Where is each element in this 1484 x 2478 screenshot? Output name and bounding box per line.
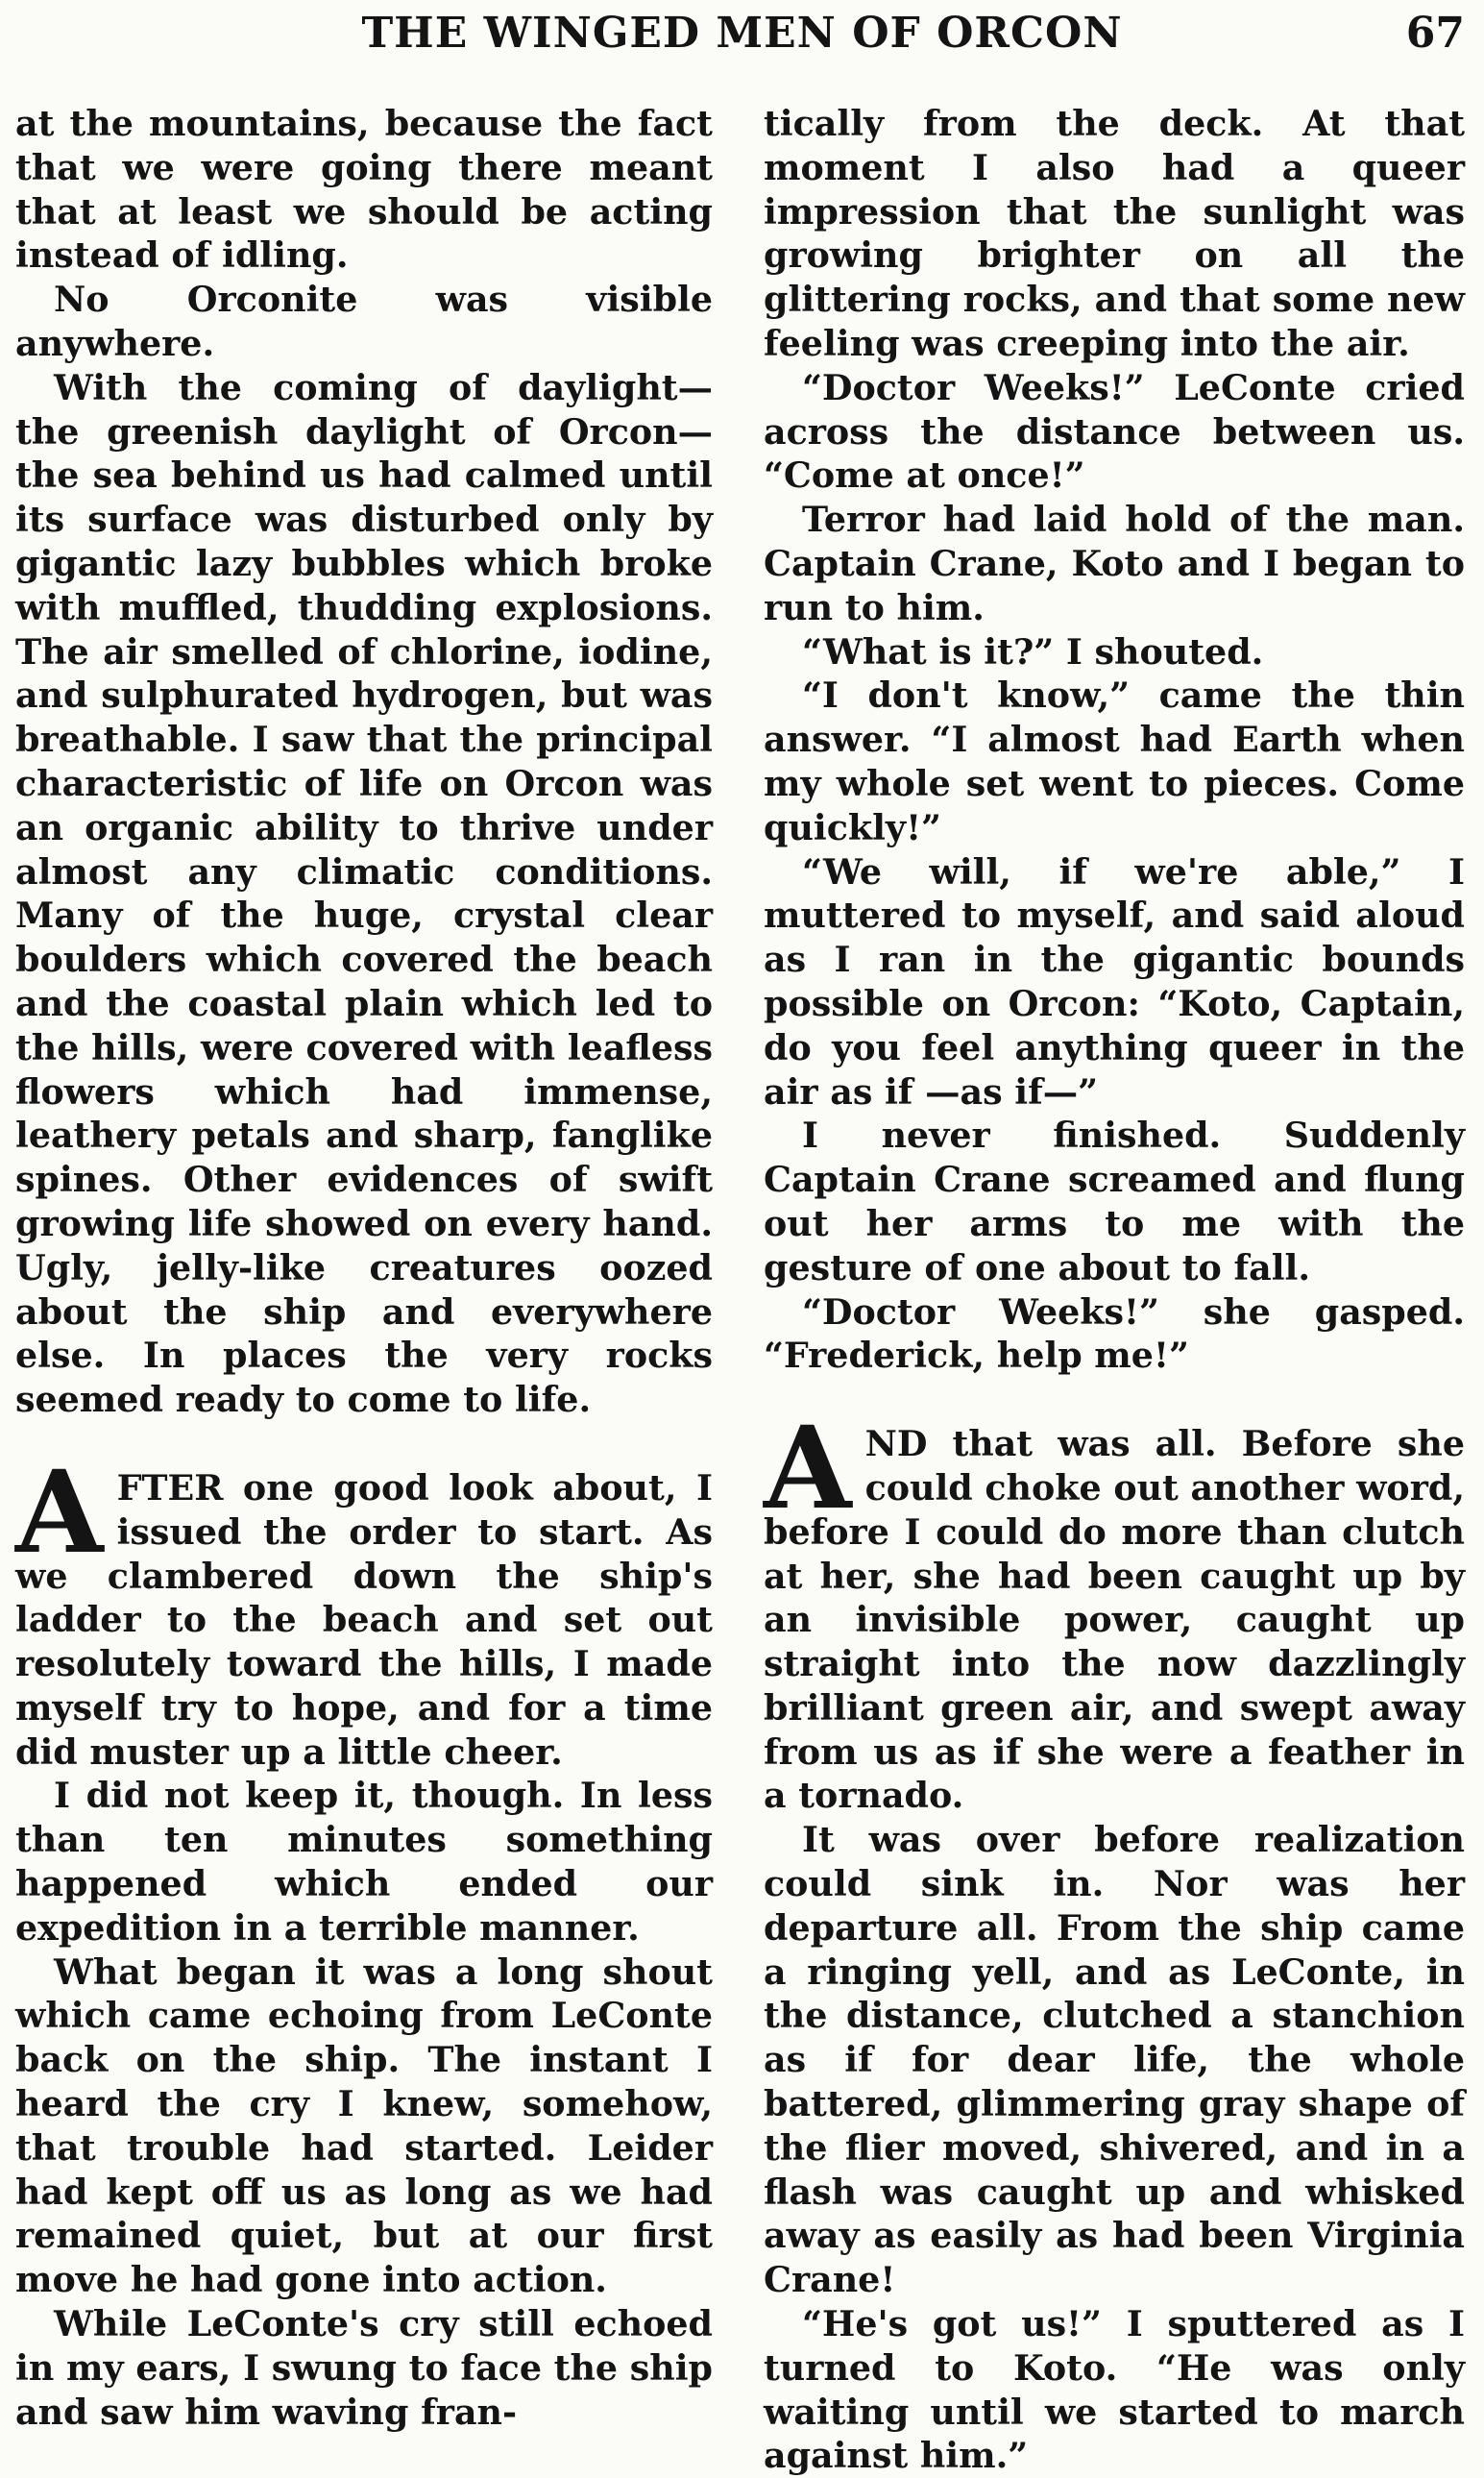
paragraph: It was over before realization could sink in. Nor was her departure all. From the ship came a ringing yell, and as LeConte, in the distance, clutched a stanchion as if for dear life, the whole battered, glimmering gray shape of the flier moved, shivered, and in a flash was caught up and whisked away as easily as had been Virginia Crane! <box>764 1819 1465 2301</box>
paragraph: Terror had laid hold of the man. Captain Crane, Koto and I began to run to him. <box>764 499 1465 628</box>
paragraph: “He's got us!” I sputtered as I turned to Koto. “He was only waiting until we started to march against him.” <box>764 2303 1465 2477</box>
paragraph: No Orconite was visible anywhere. <box>15 279 713 364</box>
paragraph: “What is it?” I shouted. <box>802 630 1264 673</box>
drop-cap: A <box>764 1401 852 1535</box>
right-column <box>764 102 1465 2478</box>
paragraph: “Doctor Weeks!” she gasped. “Frederick, help me!” <box>764 1290 1465 1377</box>
paragraph: I did not keep it, though. In less than ten minutes something happened which ended our expedition in a terrible manner. <box>15 1775 713 1949</box>
paragraph: “We will, if we're able,” I muttered to myself, and said aloud as I ran in the gigantic bounds possible on Orcon: “Koto, Captain, do you feel anything queer in the air as if —as if—” <box>764 850 1465 1113</box>
paragraph: “I don't know,” came the thin answer. “I almost had Earth when my whole set went to pieces. Come quickly!” <box>764 675 1465 848</box>
drop-cap: A <box>15 1444 104 1579</box>
paragraph: What began it was a long shout which came echoing from LeConte back on the ship. The instant I heard the cry I knew, somehow, that trouble had started. Leider had kept off us as long as we had remained quiet, but at our first move he had gone into action. <box>15 1951 713 2301</box>
page-title: THE WINGED MEN OF ORCON <box>361 9 1123 58</box>
paragraph: I never finished. Suddenly Captain Crane screamed and flung out her arms to me with the gesture of one about to fall. <box>764 1115 1465 1288</box>
paragraph-text: FTER one good look about, I issued the order to start. As we clambered down the ship's ladder to the beach and set out resolutely toward the hills, I made myself try to hope, and for a time did muster up a little cheer. <box>15 1466 713 1773</box>
page-number: 67 <box>1405 9 1465 58</box>
paragraph: at the mountains, because the fact that we were going there meant that at least we should be acting instead of idling. <box>15 103 713 277</box>
paragraph-with-drop-cap <box>764 1401 1465 1818</box>
left-column <box>15 102 713 2434</box>
paragraph-with-drop-cap <box>15 1444 713 1775</box>
paragraph: “Doctor Weeks!” LeConte cried across the distance between us. “Come at once!” <box>764 366 1465 497</box>
running-header <box>0 4 1484 63</box>
paragraph: With the coming of daylight— the greenish daylight of Orcon— the sea behind us had calmed until its surface was disturbed only by gigantic lazy bubbles which broke with muffled, thudding explosions. The air smelled of chlorine, iodine, and sulphurated hydrogen, but was breathable. I saw that the principal characteristic of life on Orcon was an organic ability to thrive under almost any climatic conditions. Many of the huge, crystal clear boulders which covered the beach and the coastal plain which led to the hills, were covered with leafless flowers which had immense, leathery petals and sharp, fanglike spines. Other evidences of swift growing life showed on every hand. Ugly, jelly-like creatures oozed about the ship and everywhere else. In places the very rocks seemed ready to come to life. <box>15 366 713 1421</box>
paragraph: While LeConte's cry still echoed in my ears, I swung to face the ship and saw him waving fran- <box>15 2303 713 2433</box>
paragraph-text: ND that was all. Before she could choke out another word, before I could do more than clutch at her, she had been caught up by an invisible power, caught up straight into the now dazzlingly brilliant green air, and swept away from us as if she were a feather in a tornado. <box>764 1423 1465 1817</box>
paragraph: tically from the deck. At that moment I also had a queer impression that the sunlight was growing brighter on all the glittering rocks, and that some new feeling was creeping into the air. <box>764 103 1465 364</box>
